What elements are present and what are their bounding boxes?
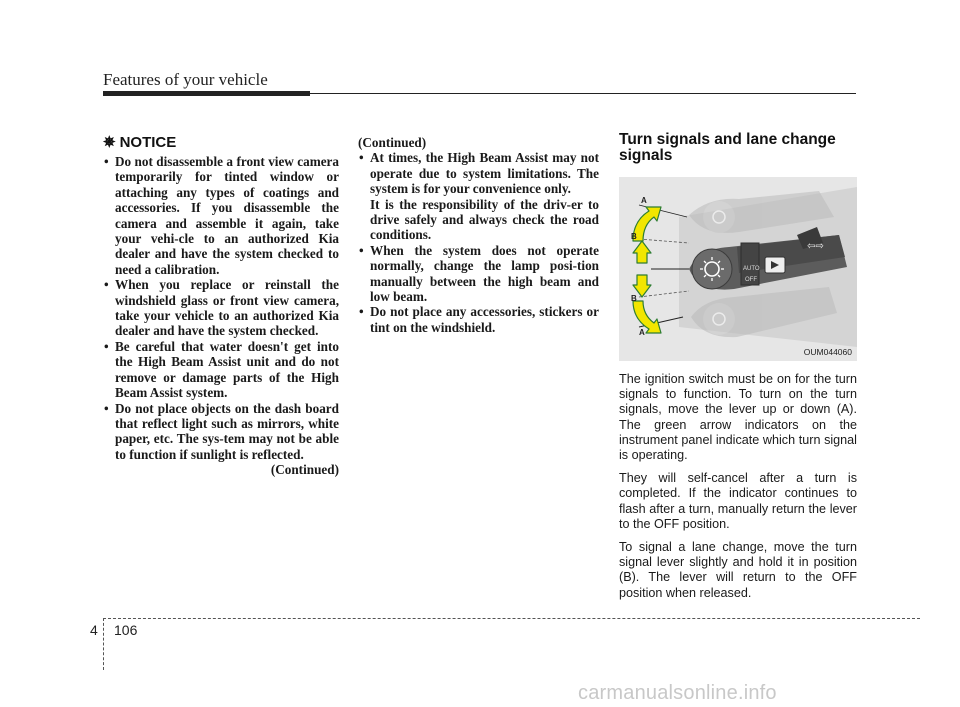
notice-item: • Do not disassemble a front view camera temporarily for tinted window or attaching any types of coatings and accessories. If you disassemble the camera and assemble it again, take your vehi-cle to an authorized Kia dealer and have the system checked to need a calibration. (103, 154, 339, 277)
notice-item-text: • At times, the High Beam Assist may not operate due to system limitations. The system is for your convenience only. (370, 150, 599, 197)
chapter-number: 4 (90, 622, 98, 638)
page-number: 106 (114, 622, 138, 638)
label-a-top: A (641, 196, 647, 205)
body-paragraph: They will self-cancel after a turn is completed. If the indicator continues to flash after a turn, manually return the lever to the OFF position. (619, 471, 857, 531)
body-paragraph: The ignition switch must be on for the turn signals to function. To turn on the turn signals, move the lever up or down (A). The green arrow indicators on the instrument panel indicate which turn signal is operating. (619, 372, 857, 463)
body-paragraph: To signal a lane change, move the turn signal lever slightly and hold it in position (B). The lever will return to the OFF position when released. (619, 540, 857, 600)
label-b-bottom: B (631, 294, 637, 303)
section-heading: Turn signals and lane change signals (619, 131, 836, 164)
figure-code: OUM044060 (803, 347, 852, 357)
turn-signal-lever-illustration (619, 177, 857, 361)
label-b-top: B (631, 232, 637, 241)
auto-switch-label: AUTO (743, 266, 760, 272)
off-switch-label: OFF (745, 277, 757, 283)
notice-item: • Do not place objects on the dash board that reflect light such as mirrors, white paper, etc. The sys-tem may not be able to function if sunlight is reflected. (103, 401, 339, 463)
notice-column-2 (358, 135, 599, 335)
notice-heading-text: NOTICE (119, 134, 177, 151)
turn-signal-lever-figure (619, 177, 857, 361)
continued-label: (Continued) (270, 462, 339, 478)
svg-text:⇦⇨: ⇦⇨ (807, 241, 824, 252)
label-a-bottom: A (639, 328, 645, 337)
continued-label: (Continued) (358, 135, 427, 150)
watermark: carmanualsonline.info (578, 682, 777, 704)
footer-divider (103, 618, 104, 670)
notice-item: • When the system does not operate normally, change the lamp posi-tion manually between the high beam and low beam. (358, 243, 599, 305)
header-title: Features of your vehicle (103, 70, 268, 89)
header-rule (103, 93, 856, 94)
footer-rule (103, 618, 920, 619)
notice-column-1 (103, 154, 339, 478)
notice-star-icon: ✵ (103, 134, 116, 151)
notice-item: • When you replace or reinstall the windshield glass or front view camera, take your vehicle to an authorized Kia dealer and have the system checked. (103, 277, 339, 339)
notice-item: • Do not place any accessories, stickers or tint on the windshield. (358, 304, 599, 335)
notice-item: • Be careful that water doesn't get into the High Beam Assist unit and do not remove or damage parts of the High Beam Assist system. (103, 339, 339, 401)
section-body (619, 372, 857, 609)
notice-item (358, 150, 599, 242)
notice-heading (103, 133, 176, 151)
notice-item-text: It is the responsibility of the driv-er to drive safely and always check the road conditions. (370, 196, 599, 243)
